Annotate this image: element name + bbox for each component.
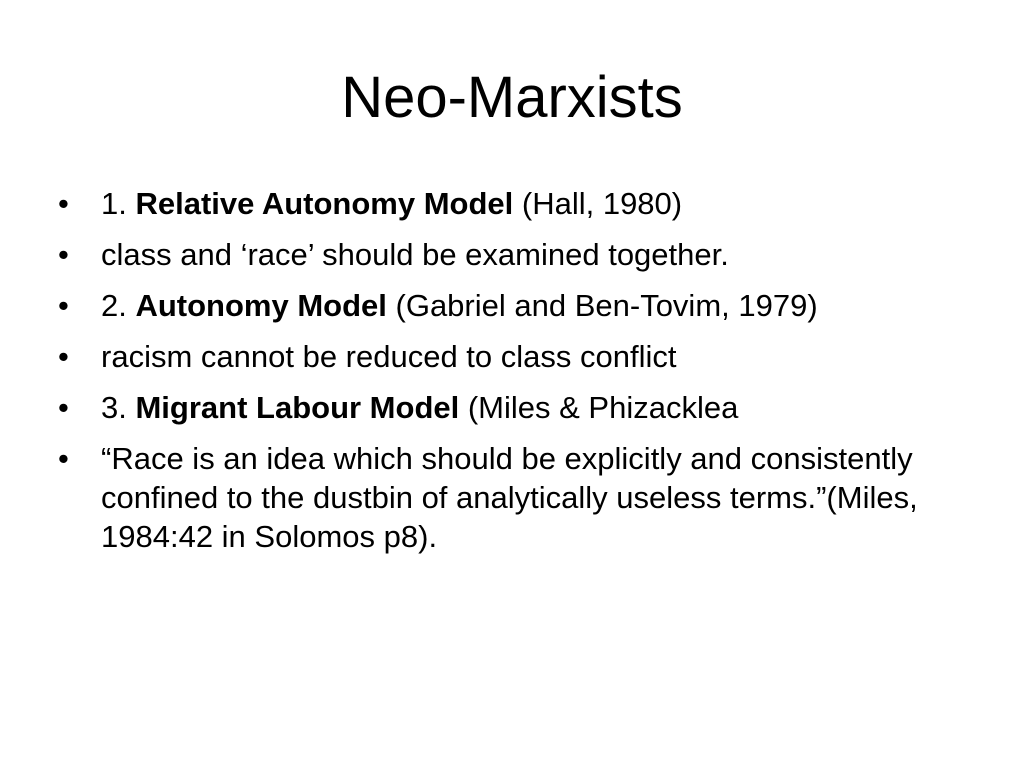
bullet-3-model-name: Autonomy Model [135, 288, 387, 323]
bullet-2-text: class and ‘race’ should be examined together. [101, 237, 729, 272]
bullet-icon: • [58, 186, 69, 221]
bullet-list [58, 184, 958, 568]
bullet-icon: • [58, 288, 69, 323]
bullet-5-number: 3. [101, 390, 136, 425]
bullet-item-1 [58, 184, 958, 223]
bullet-item-3 [58, 286, 958, 325]
bullet-icon: • [58, 441, 69, 476]
bullet-1-number: 1. [101, 186, 136, 221]
bullet-1-citation: (Hall, 1980) [513, 186, 683, 221]
bullet-4-text: racism cannot be reduced to class conflict [101, 339, 677, 374]
bullet-1-model-name: Relative Autonomy Model [135, 186, 514, 221]
bullet-6-quote: “Race is an idea which should be explicitly and consistently confined to the dustbin of analytically useless terms.”(Miles, 1984:42 in Solomos p8). [101, 441, 918, 554]
bullet-icon: • [58, 390, 69, 425]
bullet-item-2 [58, 235, 958, 274]
bullet-5-citation: (Miles & Phizacklea [459, 390, 739, 425]
slide-title: Neo-Marxists [341, 65, 683, 130]
bullet-item-6 [58, 439, 958, 556]
bullet-item-4 [58, 337, 958, 376]
bullet-item-5 [58, 388, 958, 427]
bullet-icon: • [58, 339, 69, 374]
bullet-icon: • [58, 237, 69, 272]
bullet-5-model-name: Migrant Labour Model [135, 390, 460, 425]
bullet-3-number: 2. [101, 288, 136, 323]
bullet-3-citation: (Gabriel and Ben-Tovim, 1979) [386, 288, 818, 323]
